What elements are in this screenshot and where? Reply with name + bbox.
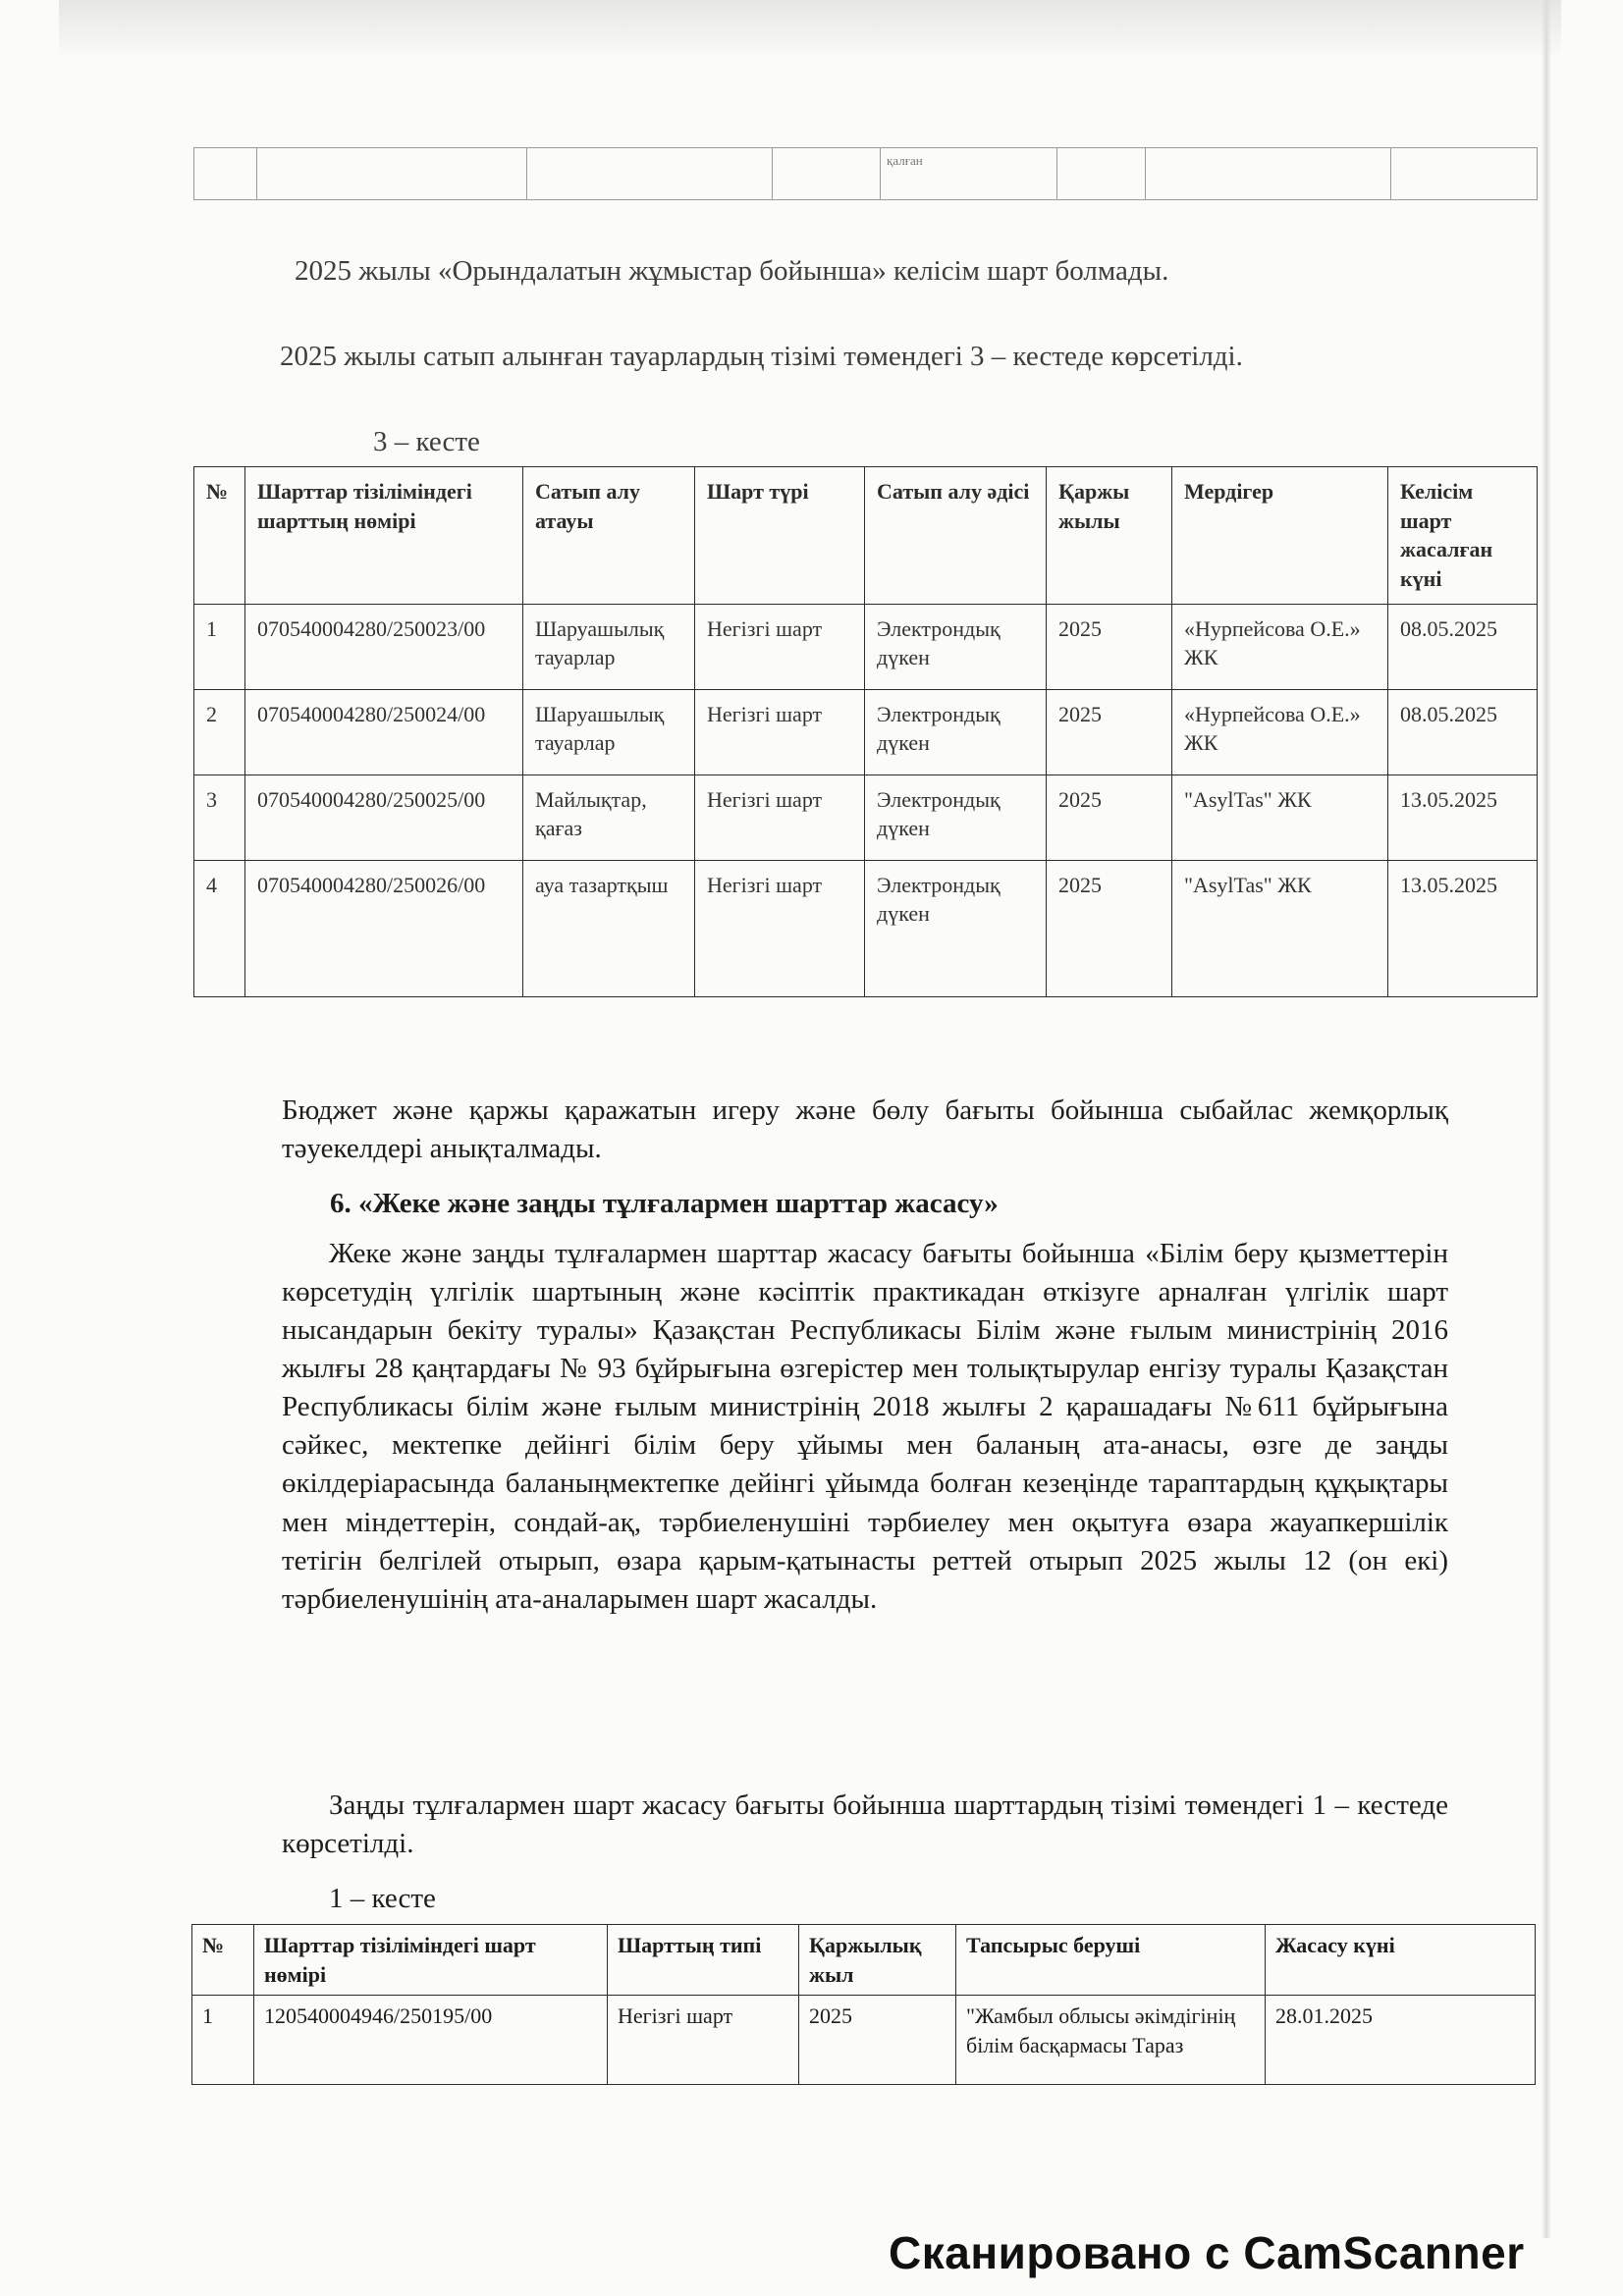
partial-cell-text: қалған — [887, 153, 923, 168]
table-cell: 13.05.2025 — [1388, 774, 1538, 860]
table-cell: "AsylTas" ЖК — [1172, 860, 1388, 996]
table-cell: 28.01.2025 — [1266, 1996, 1536, 2085]
paragraph-main: Жеке және заңды тұлғалармен шарттар жасасу бағыты бойынша «Білім беру қызметтерін көрсетудің үлгілік шартының және кәсіптік практикадан өткізуге арналған үлгілік шарт нысандарын бекіту туралы» Қазақстан Республикасы Білім және ғылым министрінің 2016 жылғы 28 қаңтардағы № 93 бұйрығына өзгерістер мен толықтырулар енгізу туралы Қазақстан Республикасы білім және ғылым министрінің 2018 жылғы 2 қарашадағы №611 бұйрығына сәйкес, мектепке дейінгі білім беру ұйымы мен баланың ата-анасы, өзге де заңды өкілдеріарасында баланыңмектепке дейінгі ұйымда болған кезеңінде тараптардың құқықтары мен міндеттерін, сондай-ақ, тәрбиеленушіні тәрбиелеу мен оқытуға өзара жауапкершілік тетігін белгілей отырып, өзара қарым-қатынасты реттей отырып 2025 жылы 12 (он екі) тәрбиеленушінің ата-аналарымен шарт жасалды. — [282, 1238, 1448, 1615]
table-cell: Негізгі шарт — [608, 1996, 799, 2085]
partial-previous-table — [193, 147, 1538, 200]
scan-right-edge — [1542, 0, 1551, 2238]
table-cell: 070540004280/250023/00 — [245, 604, 523, 689]
table-cell: 070540004280/250026/00 — [245, 860, 523, 996]
table1-caption: 1 – кесте — [329, 1883, 436, 1914]
paragraph-goods-intro: 2025 жылы сатып алынған тауарлардың тізімі төмендегі 3 – кестеде көрсетілді. — [280, 341, 1243, 372]
table-row — [194, 774, 1538, 860]
table-header-cell: Сатып алу әдісі — [865, 467, 1047, 605]
table-cell: 08.05.2025 — [1388, 604, 1538, 689]
table-cell — [527, 148, 773, 200]
table-cell — [773, 148, 881, 200]
table-cell: 1 — [192, 1996, 254, 2085]
table-3 — [193, 466, 1538, 997]
table-cell: 13.05.2025 — [1388, 860, 1538, 996]
table-cell: "AsylTas" ЖК — [1172, 774, 1388, 860]
table-cell — [194, 148, 257, 200]
table-header-cell: Қаржы жылы — [1047, 467, 1172, 605]
scan-top-shadow — [59, 0, 1561, 59]
table-cell: Шаруашылық тауарлар — [523, 604, 695, 689]
table-cell: 2025 — [1047, 689, 1172, 774]
paragraph-budget: Бюджет және қаржы қаражатын игеру және бөлу бағыты бойынша сыбайлас жемқорлық тәуекелдері анықталмады. — [282, 1095, 1448, 1165]
table-cell: 1 — [194, 604, 245, 689]
table-cell — [1146, 148, 1391, 200]
table-row — [194, 860, 1538, 996]
table-header-cell: Шарт түрі — [695, 467, 865, 605]
table-header-cell: Сатып алу атауы — [523, 467, 695, 605]
paragraph-no-contract: 2025 жылы «Орындалатын жұмыстар бойынша» келісім шарт болмады. — [295, 255, 1169, 287]
table-cell: Электрондық дүкен — [865, 860, 1047, 996]
table-cell — [1057, 148, 1146, 200]
table-header-cell: Жасасу күні — [1266, 1925, 1536, 1996]
table-cell — [881, 148, 1057, 200]
table-cell: 070540004280/250025/00 — [245, 774, 523, 860]
table-cell — [1391, 148, 1538, 200]
table-header-cell: Шарттар тізіліміндегі шарт нөмірі — [254, 1925, 608, 1996]
table-cell: 08.05.2025 — [1388, 689, 1538, 774]
table-header-row — [192, 1925, 1536, 1996]
section-heading: 6. «Жеке және заңды тұлғалармен шарттар жасасу» — [330, 1188, 999, 1219]
table-cell: «Нурпейсова О.Е.» ЖК — [1172, 689, 1388, 774]
camscanner-watermark: Сканировано с CamScanner — [889, 2227, 1525, 2278]
table-cell: Майлықтар, қағаз — [523, 774, 695, 860]
table-header-row — [194, 467, 1538, 605]
table-cell: «Нурпейсова О.Е.» ЖК — [1172, 604, 1388, 689]
table-row — [194, 604, 1538, 689]
table-header-cell: № — [194, 467, 245, 605]
table-cell: ауа тазартқыш — [523, 860, 695, 996]
table-header-cell: № — [192, 1925, 254, 1996]
table-row — [194, 689, 1538, 774]
paragraph-legal-intro: Заңды тұлғалармен шарт жасасу бағыты бойынша шарттардың тізімі төмендегі 1 – кестеде көрсетілді. — [282, 1789, 1448, 1860]
table-cell — [257, 148, 527, 200]
table-header-cell: Қаржылық жыл — [799, 1925, 956, 1996]
table-header-cell: Тапсырыс беруші — [956, 1925, 1266, 1996]
table-cell: 070540004280/250024/00 — [245, 689, 523, 774]
table-header-cell: Шарттың типі — [608, 1925, 799, 1996]
table-cell: 2025 — [1047, 774, 1172, 860]
table-cell: Электрондық дүкен — [865, 774, 1047, 860]
table-cell: Негізгі шарт — [695, 689, 865, 774]
table-cell: 120540004946/250195/00 — [254, 1996, 608, 2085]
table-cell: Электрондық дүкен — [865, 604, 1047, 689]
table-cell: 2025 — [1047, 604, 1172, 689]
table-cell: Шаруашылық тауарлар — [523, 689, 695, 774]
table-cell: Электрондық дүкен — [865, 689, 1047, 774]
table-cell: Негізгі шарт — [695, 774, 865, 860]
table-cell: 2 — [194, 689, 245, 774]
table-1 — [191, 1924, 1536, 2085]
table-header-cell: Шарттар тізіліміндегі шарттың нөмірі — [245, 467, 523, 605]
table-cell: Негізгі шарт — [695, 860, 865, 996]
table-header-cell: Келісім шарт жасалған күні — [1388, 467, 1538, 605]
table-header-cell: Мердігер — [1172, 467, 1388, 605]
table-cell: 2025 — [1047, 860, 1172, 996]
table3-caption: 3 – кесте — [373, 426, 480, 457]
table-cell: 2025 — [799, 1996, 956, 2085]
table-cell: 3 — [194, 774, 245, 860]
table-cell: "Жамбыл облысы әкімдігінің білім басқармасы Тараз — [956, 1996, 1266, 2085]
table-cell: 4 — [194, 860, 245, 996]
table-row — [194, 148, 1538, 200]
table-row — [192, 1996, 1536, 2085]
table-cell: Негізгі шарт — [695, 604, 865, 689]
